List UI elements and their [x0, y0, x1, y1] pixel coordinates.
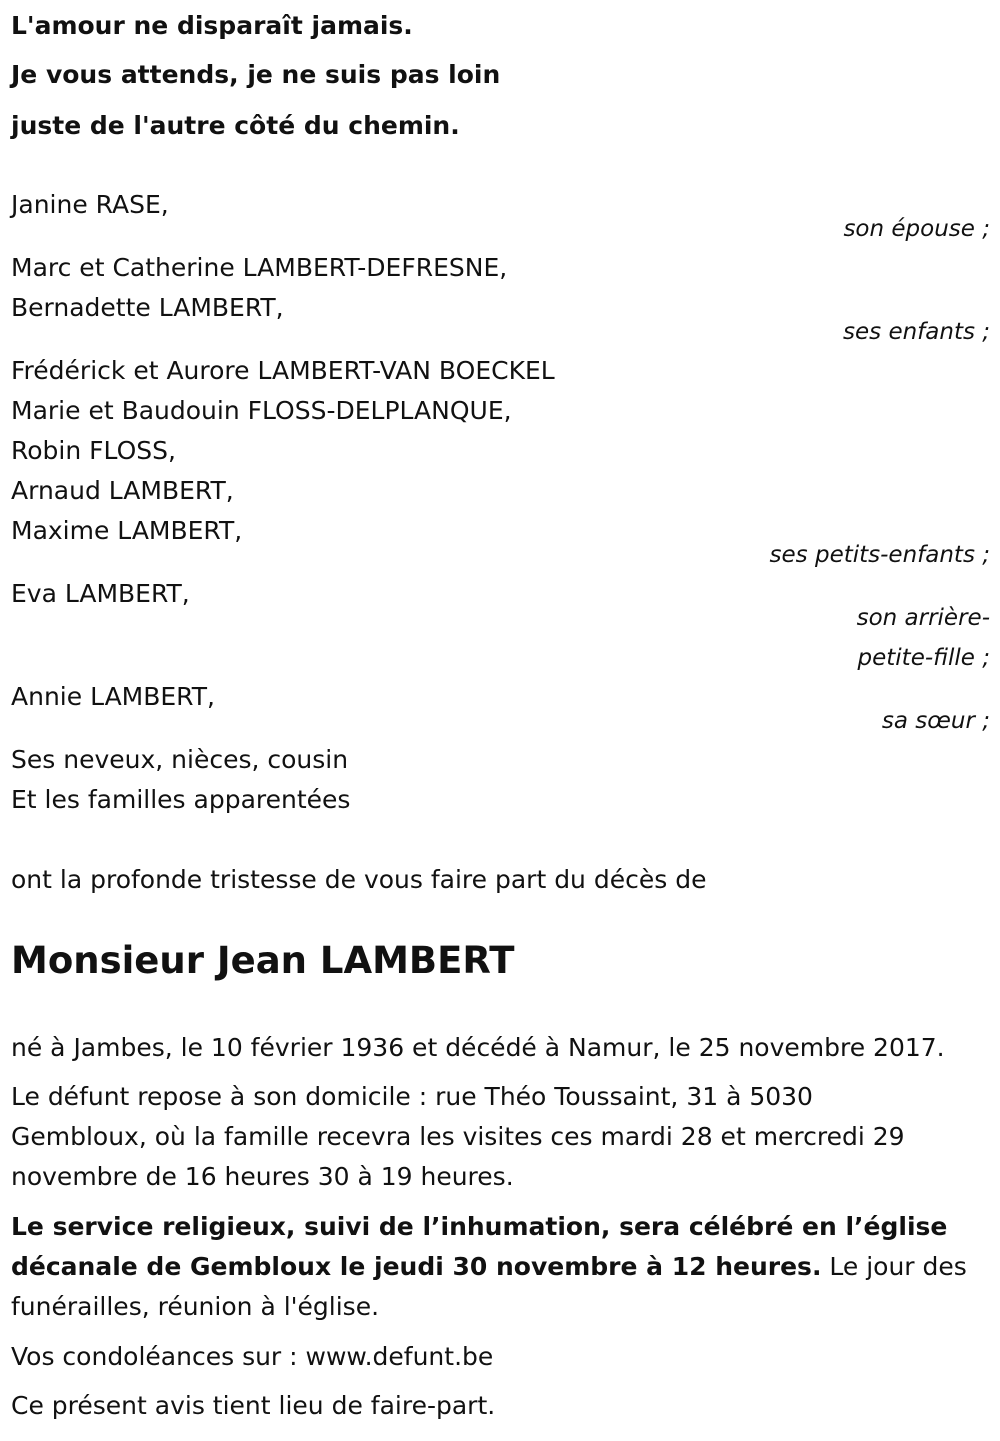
service-line-2-bold: décanale de Gembloux le jeudi 30 novembre à 12 heures.: [11, 1252, 822, 1281]
spouse-name: Janine RASE,: [11, 190, 169, 219]
poem-line-2: Je vous attends, je ne suis pas loin: [11, 60, 501, 89]
others-line-2: Et les familles apparentées: [11, 785, 351, 814]
children-relation: ses enfants ;: [843, 319, 990, 345]
notice-line: Ce présent avis tient lieu de faire-part.: [11, 1391, 496, 1420]
child-name-1: Marc et Catherine LAMBERT-DEFRESNE,: [11, 253, 508, 282]
great-granddaughter-name: Eva LAMBERT,: [11, 579, 190, 608]
sister-relation: sa sœur ;: [881, 708, 990, 734]
deceased-name: Monsieur Jean LAMBERT: [11, 939, 515, 982]
rest-line-3: novembre de 16 heures 30 à 19 heures.: [11, 1162, 514, 1191]
others-line-1: Ses neveux, nièces, cousin: [11, 745, 349, 774]
announcement-text: ont la profonde tristesse de vous faire part du décès de: [11, 865, 707, 894]
service-line-2-rest: Le jour des: [821, 1252, 967, 1281]
grandchildren-relation: ses petits-enfants ;: [769, 542, 990, 568]
service-line-2: [11, 1252, 967, 1282]
great-granddaughter-relation-line-1: son arrière-: [856, 605, 990, 631]
birth-death-line: né à Jambes, le 10 février 1936 et décédé à Namur, le 25 novembre 2017.: [11, 1033, 945, 1062]
service-line-1: Le service religieux, suivi de l’inhumation, sera célébré en l’église: [11, 1212, 948, 1241]
grandchild-name-4: Arnaud LAMBERT,: [11, 476, 234, 505]
grandchild-name-5: Maxime LAMBERT,: [11, 516, 243, 545]
child-name-2: Bernadette LAMBERT,: [11, 293, 284, 322]
grandchild-name-2: Marie et Baudouin FLOSS-DELPLANQUE,: [11, 396, 512, 425]
service-line-3: funérailles, réunion à l'église.: [11, 1292, 380, 1321]
poem-line-1: L'amour ne disparaît jamais.: [11, 11, 413, 40]
rest-line-2: Gembloux, où la famille recevra les visites ces mardi 28 et mercredi 29: [11, 1122, 905, 1151]
rest-line-1: Le défunt repose à son domicile : rue Théo Toussaint, 31 à 5030: [11, 1082, 813, 1111]
spouse-relation: son épouse ;: [843, 216, 990, 242]
grandchild-name-3: Robin FLOSS,: [11, 436, 176, 465]
poem-line-3: juste de l'autre côté du chemin.: [11, 111, 460, 140]
great-granddaughter-relation-line-2: petite-fille ;: [857, 645, 990, 671]
condolences-line: Vos condoléances sur : www.defunt.be: [11, 1342, 494, 1371]
sister-name: Annie LAMBERT,: [11, 682, 215, 711]
grandchild-name-1: Frédérick et Aurore LAMBERT-VAN BOECKEL: [11, 356, 555, 385]
